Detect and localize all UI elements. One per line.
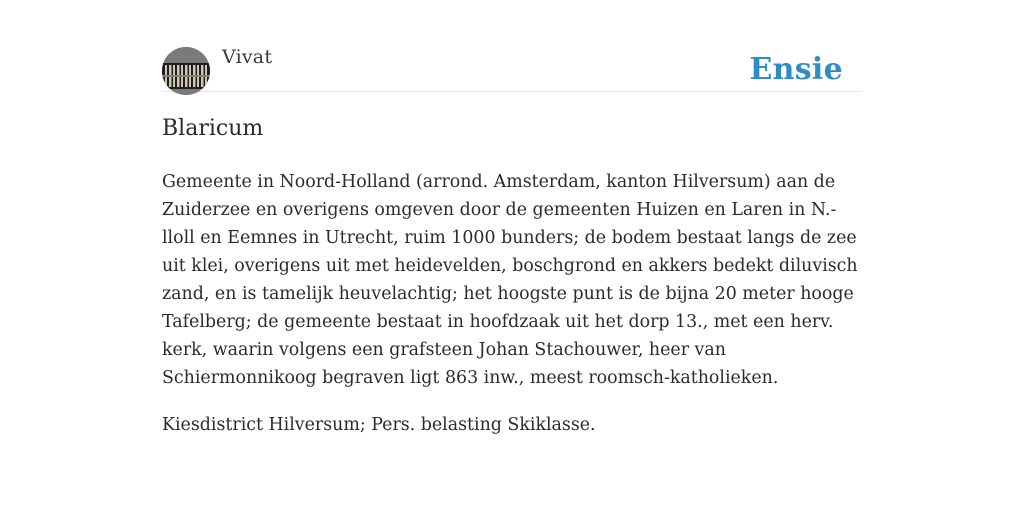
article-page	[162, 0, 862, 435]
bookshelf-icon	[162, 47, 210, 95]
brand-logo[interactable]: Ensie	[749, 52, 843, 87]
article-footer-note: Kiesdistrict Hilversum; Pers. belasting Skiklasse.	[162, 415, 596, 435]
page-title: Blaricum	[162, 116, 264, 141]
article-body: Gemeente in Noord-Holland (arrond. Amsterdam, kanton Hilversum) aan de Zuiderzee en overigens omgeven door de gemeenten Huizen en Laren in N.-lloll en Eemnes in Utrecht, ruim 1000 bunders; de bodem bestaat langs de zee uit klei, overigens uit met heidevelden, boschgrond en akkers bedekt diluvisch zand, en is tamelijk heuvelachtig; het hoogste punt is de bijna 20 meter hooge Tafelberg; de gemeente bestaat in hoofdzaak uit het dorp 13., met een herv. kerk, waarin volgens een grafsteen Johan Stachouwer, heer van Schiermonnikoog begraven ligt 863 inw., meest roomsch-katholieken.	[162, 172, 858, 388]
avatar[interactable]	[162, 47, 210, 95]
author-name[interactable]: Vivat	[222, 46, 273, 68]
article-header	[162, 0, 862, 92]
